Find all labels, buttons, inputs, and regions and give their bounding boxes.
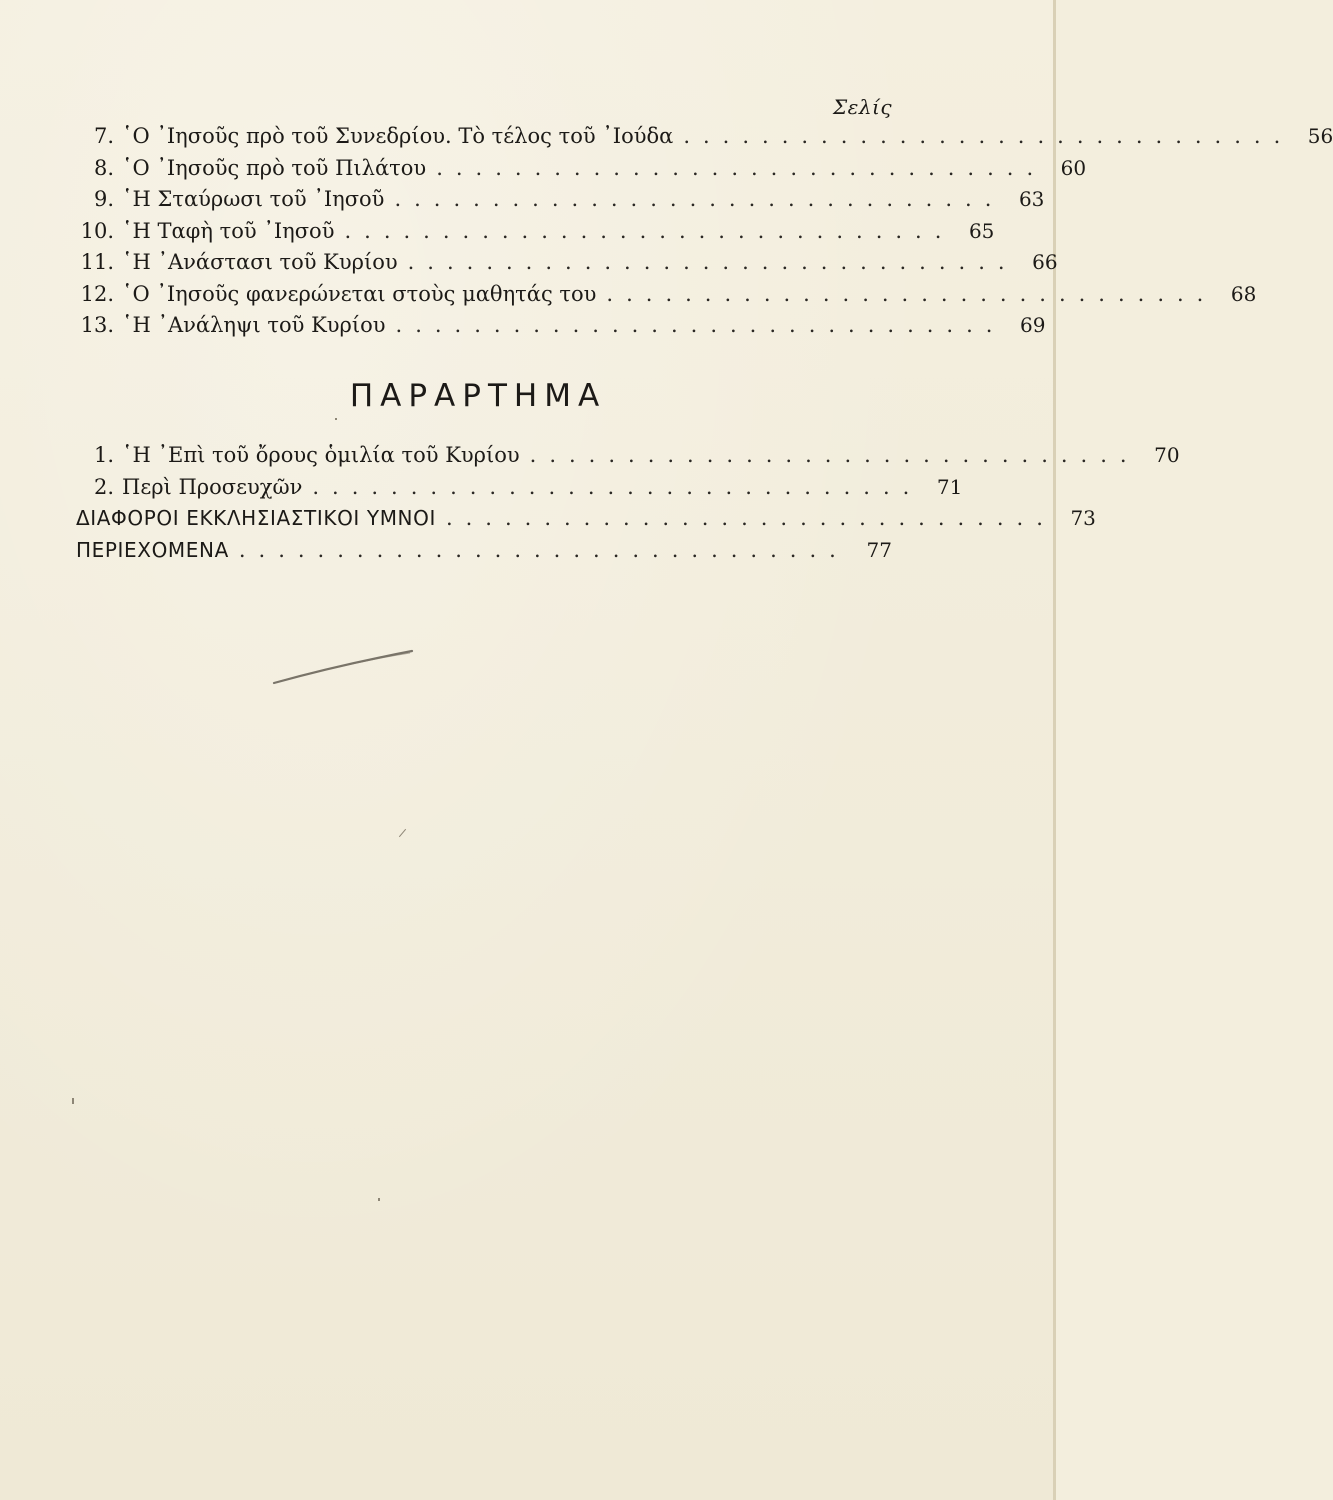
toc-entry-title: ῾Η Σταύρωσι τοῦ ᾿Ιησοῦ (122, 187, 385, 211)
toc-entry-number: 10. (80, 218, 114, 243)
toc-appendix-list (76, 443, 1180, 506)
toc-entry-number: 11. (80, 250, 114, 274)
toc-entry-page: 65 (968, 218, 995, 243)
appendix-heading: ΠΑΡΑΡΤΗΜΑ (349, 378, 607, 414)
toc-leader-dots: ............................... (312, 474, 923, 499)
toc-leader-dots: ............................... (436, 155, 1047, 180)
toc-leader-dots: ............................... (344, 218, 955, 243)
toc-entry-title: ῾Η Ταφὴ τοῦ ᾿Ιησοῦ (122, 218, 335, 243)
toc-entry-number: 12. (80, 281, 114, 306)
toc-entry-title: ῾Ο ᾿Ιησοῦς φανερώνεται στοὺς μαθητάς του (122, 281, 597, 306)
toc-entry (76, 443, 1180, 475)
toc-main-list (76, 124, 1333, 345)
toc-leader-dots: ............................... (683, 124, 1294, 148)
toc-entry-page: 60 (1060, 155, 1087, 180)
toc-entry-title: ῾Η ᾿Ανάστασι τοῦ Κυρίου (122, 250, 398, 274)
toc-entry-page: 66 (1032, 250, 1058, 274)
toc-leader-dots: ............................... (395, 313, 1006, 337)
toc-entry-page: 69 (1020, 313, 1046, 337)
toc-entry-number: 8. (93, 155, 114, 180)
toc-leader-dots: ............................... (606, 281, 1217, 306)
toc-entry-page: 71 (936, 474, 963, 499)
toc-entry-number: 13. (80, 313, 114, 337)
toc-entry-title: ΔΙΑΦΟΡΟΙ ΕΚΚΛΗΣΙΑΣΤΙΚΟΙ ΥΜΝΟΙ (76, 506, 436, 530)
toc-entry (76, 187, 1045, 219)
toc-entry-title: ΠΕΡΙΕΧΟΜΕΝΑ (76, 537, 229, 562)
toc-entry (76, 281, 1257, 314)
toc-entry-title: ῾Ο ᾿Ιησοῦς πρὸ τοῦ Συνεδρίου. Τὸ τέλος τοῦ ᾿Ιούδα (122, 124, 674, 148)
toc-entry (76, 313, 1046, 345)
toc-leader-dots: ............................... (445, 506, 1056, 530)
toc-entry (76, 124, 1333, 156)
toc-leader-dots: ............................... (394, 187, 1005, 211)
toc-entry-page: 77 (866, 537, 892, 562)
paper-speck (399, 829, 406, 837)
toc-entry-page: 73 (1070, 506, 1096, 530)
paper-speck (72, 1098, 74, 1104)
toc-entry-number: 7. (93, 124, 114, 148)
toc-entry-title: ῾Η ᾿Ανάληψι τοῦ Κυρίου (122, 313, 386, 337)
toc-entry-number: 1. (93, 443, 114, 467)
toc-entry-page: 70 (1154, 443, 1180, 467)
paper-speck (378, 1198, 380, 1201)
toc-entry (76, 506, 1096, 538)
toc-leader-dots: ............................... (238, 537, 849, 562)
toc-entry-number: 9. (93, 187, 114, 211)
toc-extra-list (76, 506, 1096, 569)
toc-entry (76, 155, 1087, 188)
toc-entry (76, 218, 995, 251)
toc-entry (76, 538, 892, 570)
toc-entry-page: 63 (1018, 187, 1045, 211)
toc-entry-title: Περὶ Προσευχῶν (122, 474, 303, 499)
toc-entry-page: 68 (1230, 281, 1257, 306)
paper-speck (335, 418, 337, 420)
toc-leader-dots: ............................... (407, 250, 1018, 274)
page-column-header: Σελίς (833, 95, 893, 119)
toc-entry (76, 474, 963, 507)
pen-stroke-mark (270, 645, 420, 690)
toc-entry-title: ῾Ο ᾿Ιησοῦς πρὸ τοῦ Πιλάτου (122, 155, 427, 180)
toc-leader-dots: ............................... (529, 443, 1140, 467)
toc-entry-page: 56 (1307, 124, 1333, 148)
toc-entry (76, 250, 1058, 282)
toc-entry-number: 2. (93, 474, 114, 499)
toc-entry-title: ῾Η ᾿Επὶ τοῦ ὄρους ὁμιλία τοῦ Κυρίου (122, 443, 520, 467)
